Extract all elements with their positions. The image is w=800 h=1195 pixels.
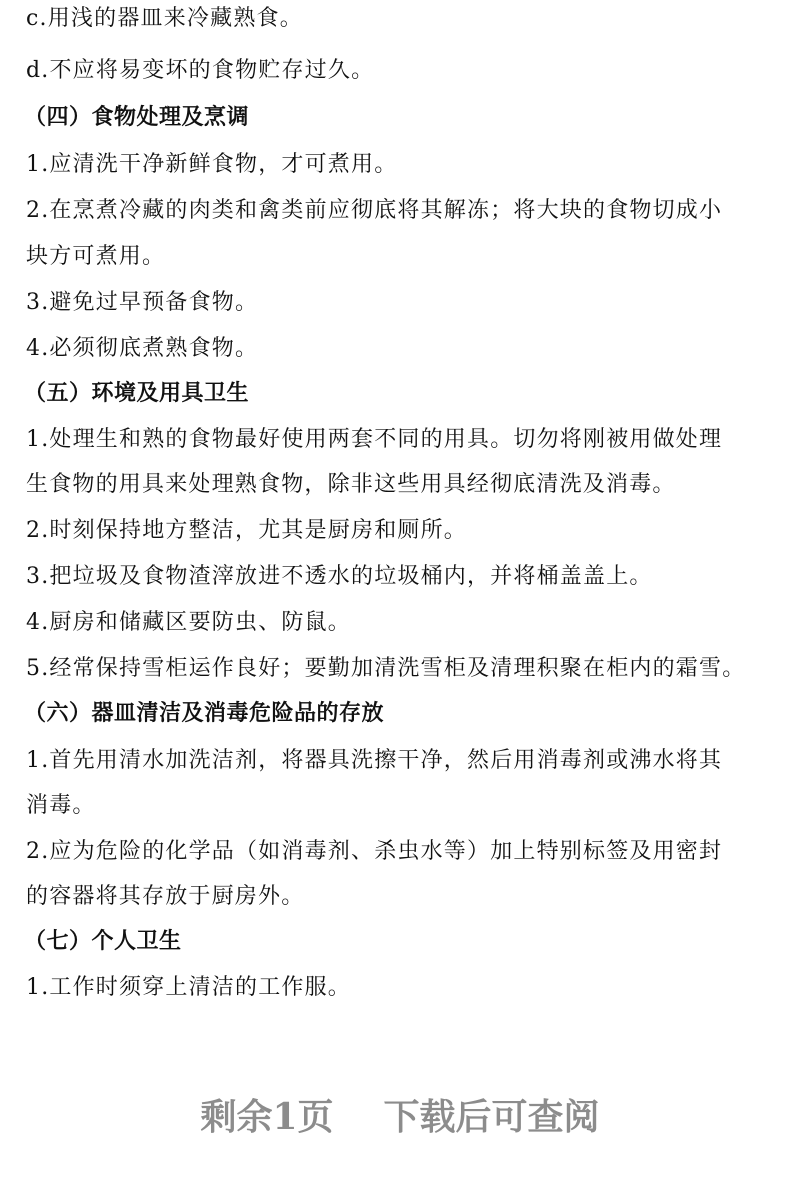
download-prompt[interactable] xyxy=(0,1093,800,1141)
body-line-4-4: 4.必须彻底煮熟食物。 xyxy=(26,336,259,361)
body-line-5-2: 2.时刻保持地方整洁，尤其是厨房和厕所。 xyxy=(26,518,467,543)
body-line-4-3: 3.避免过早预备食物。 xyxy=(26,290,259,315)
section-heading-4: （四）食物处理及烹调 xyxy=(24,105,250,130)
body-line-6-1: 1.首先用清水加洗洁剂，将器具洗擦干净，然后用消毒剂或沸水将其 xyxy=(26,748,723,773)
body-line-5-4: 4.厨房和储藏区要防虫、防鼠。 xyxy=(26,610,351,635)
body-line-5-3: 3.把垃圾及食物渣滓放进不透水的垃圾桶内，并将桶盖盖上。 xyxy=(26,564,653,589)
body-line-d: d.不应将易变坏的食物贮存过久。 xyxy=(26,58,375,83)
section-heading-7: （七）个人卫生 xyxy=(24,929,182,954)
body-line-5-1: 1.处理生和熟的食物最好使用两套不同的用具。切勿将刚被用做处理 xyxy=(26,427,723,452)
body-line-4-2: 2.在烹煮冷藏的肉类和禽类前应彻底将其解冻；将大块的食物切成小 xyxy=(26,198,723,223)
body-line-5-5: 5.经常保持雪柜运作良好；要勤加清洗雪柜及清理积聚在柜内的霜雪。 xyxy=(26,656,746,681)
download-to-view-label: 下载后可查阅 xyxy=(383,1096,600,1138)
section-heading-5: （五）环境及用具卫生 xyxy=(24,381,250,406)
section-heading-6: （六）器皿清洁及消毒危险品的存放 xyxy=(24,701,385,726)
body-line-c: c.用浅的器皿来冷藏熟食。 xyxy=(26,6,303,31)
body-line-5-1-cont: 生食物的用具来处理熟食物，除非这些用具经彻底清洗及消毒。 xyxy=(26,472,676,497)
body-line-6-2-cont: 的容器将其存放于厨房外。 xyxy=(26,884,305,909)
remaining-pages-label: 剩余1页 xyxy=(200,1096,334,1138)
body-line-6-1-cont: 消毒。 xyxy=(26,793,96,818)
body-line-6-2: 2.应为危险的化学品（如消毒剂、杀虫水等）加上特别标签及用密封 xyxy=(26,839,723,864)
body-line-7-1: 1.工作时须穿上清洁的工作服。 xyxy=(26,975,351,1000)
body-line-4-2-cont: 块方可煮用。 xyxy=(26,244,166,269)
body-line-4-1: 1.应清洗干净新鲜食物，才可煮用。 xyxy=(26,152,398,177)
